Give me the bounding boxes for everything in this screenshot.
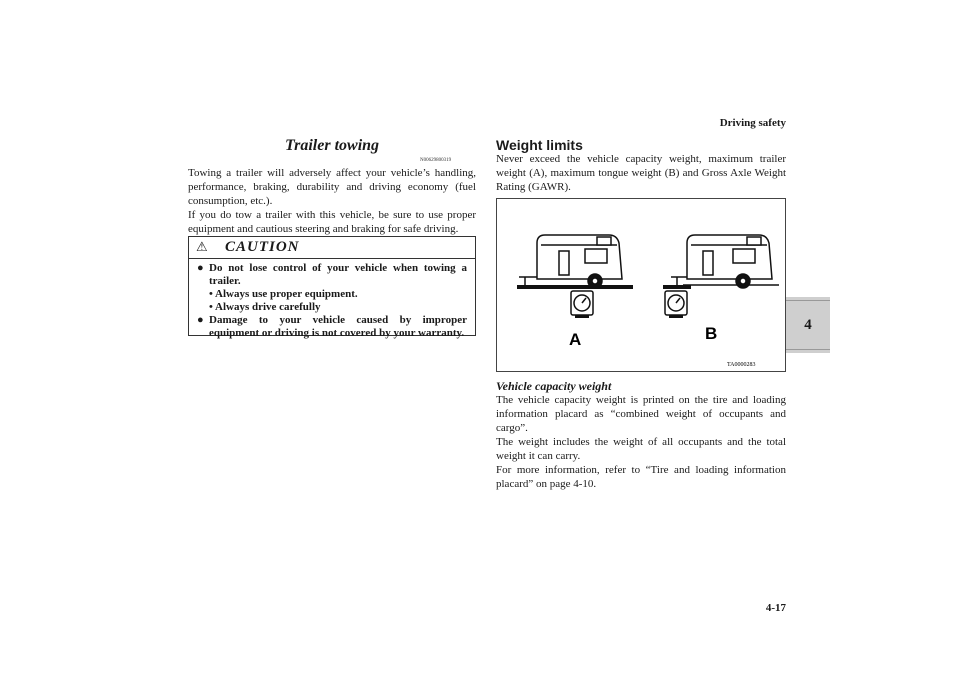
section-title: Trailer towing — [284, 137, 380, 154]
caution-item-text: Do not lose control of your vehicle when towing a trailer. — [209, 262, 467, 287]
trailer-a-drawing — [517, 235, 633, 318]
vehicle-capacity-heading: Vehicle capacity weight — [496, 379, 612, 393]
caution-header — [189, 237, 475, 259]
caution-box — [188, 236, 476, 339]
caution-item — [197, 314, 467, 340]
intro-paragraph: Towing a trailer will adversely affect your vehicle’s handling, performance, braking, durability and driving economy (fuel consumption, etc.). — [188, 167, 476, 207]
more-info-paragraph: For more information, refer to “Tire and loading information placard” on page 4-10. — [496, 464, 786, 490]
weight-limits-heading: Weight limits — [496, 137, 583, 153]
advice-paragraph: If you do tow a trailer with this vehicle, be sure to use proper equipment and cautious steering and braking for safe driving. — [188, 209, 476, 235]
chapter-tab-number: 4 — [804, 316, 812, 333]
figure-label-a: A — [569, 330, 582, 349]
chapter-tab — [786, 297, 830, 353]
capacity-paragraph: The vehicle capacity weight is printed on the tire and loading information placard as “combined weight of occupants and cargo”. — [496, 394, 786, 434]
warning-triangle-icon: ⚠ — [196, 239, 208, 254]
caution-subitem: • Always drive carefully — [209, 301, 321, 313]
trailer-b-drawing — [663, 235, 779, 318]
weight-limits-intro: Never exceed the vehicle capacity weight, maximum trailer weight (A), maximum tongue weight (B) and Gross Axle Weight Rating (GAWR). — [496, 153, 786, 193]
trailer-illustration — [497, 199, 785, 371]
caution-item-text: Damage to your vehicle caused by improper equipment or driving is not covered by your warranty. — [209, 314, 467, 339]
bullet-icon: ● — [197, 262, 204, 274]
weight-paragraph: The weight includes the weight of all occupants and the total weight it can carry. — [496, 436, 786, 462]
figure-label-b: B — [705, 324, 718, 343]
caution-subitem: • Always use proper equipment. — [209, 288, 358, 300]
section-header: Driving safety — [719, 117, 786, 129]
page-number: 4-17 — [765, 602, 786, 614]
bullet-icon: ● — [197, 314, 204, 326]
caution-item — [197, 262, 467, 288]
trailer-weight-figure — [496, 198, 786, 372]
figure-code: TA0000283 — [727, 362, 756, 368]
caution-title: CAUTION — [225, 239, 300, 255]
section-code: N00629800319 — [420, 158, 452, 163]
